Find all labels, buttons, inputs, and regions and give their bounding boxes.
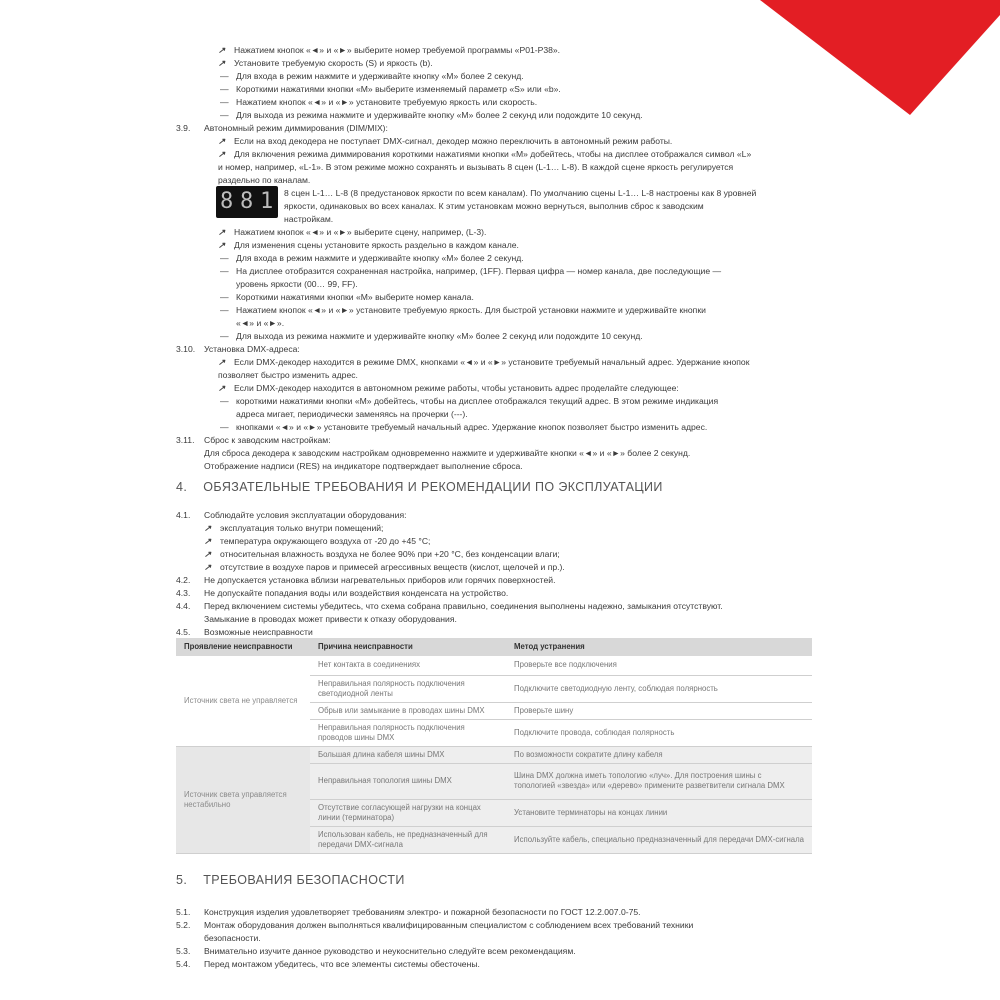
bullet-arrow-icon: ↗ xyxy=(218,227,226,237)
text-line: Установка DMX-адреса: xyxy=(204,344,300,354)
cause-cell: Неправильная полярность подключения светодиодной ленты xyxy=(310,675,506,702)
text-line: 8 сцен L-1… L-8 (8 предустановок яркости по всем каналам). По умолчанию сцены L-1… L-8 настроены как 8 уровней xyxy=(284,188,757,198)
text-line: Внимательно изучите данное руководство и неукоснительно следуйте всем рекомендациям. xyxy=(204,946,576,956)
clause-number: 5.2. xyxy=(176,920,191,930)
bullet-arrow-icon: ↗ xyxy=(218,383,226,393)
remedy-cell: Установите терминаторы на концах линии xyxy=(506,799,812,826)
bullet-arrow-icon: ↗ xyxy=(204,523,212,533)
text-line: Если на вход декодера не поступает DMX-сигнал, декодер можно переключить в автономный режим работы. xyxy=(234,136,673,146)
text-line: Замыкание в проводах может привести к отказу оборудования. xyxy=(204,614,457,624)
text-line: Монтаж оборудования должен выполняться квалифицированным специалистом с соблюдением всех требований техники xyxy=(204,920,694,930)
text-line: относительная влажность воздуха не более 90% при +20 °C, без конденсации влаги; xyxy=(220,549,560,559)
text-line: Нажатием кнопок «◄» и «►» выберите номер требуемой программы «P01-P38». xyxy=(234,45,561,55)
display-digit: 8 xyxy=(240,189,254,214)
remedy-cell: Шина DMX должна иметь топологию «луч». Для построения шины с топологией «звезда» или «дерево» примените разветвители сигнала DMX xyxy=(506,763,812,799)
display-digit: 8 xyxy=(220,189,234,214)
brand-logo: arlight xyxy=(762,50,810,67)
remedy-cell: Проверьте шину xyxy=(506,702,812,719)
bullet-arrow-icon: ↗ xyxy=(218,357,226,367)
clause-number: 3.11. xyxy=(176,435,195,445)
bullet-dash-icon: — xyxy=(220,422,229,432)
bullet-arrow-icon: ↗ xyxy=(218,240,226,250)
bullet-arrow-icon: ↗ xyxy=(218,149,226,159)
bullet-dash-icon: — xyxy=(220,84,229,94)
cause-cell: Неправильная полярность подключения проводов шины DMX xyxy=(310,719,506,746)
text-line: Для включения режима диммирования короткими нажатиями кнопки «М» добейтесь, чтобы на дисплее отображался символ «L» xyxy=(234,149,752,159)
text-line: уровень яркости (00… 99, FF). xyxy=(236,279,358,289)
text-line: Для изменения сцены установите яркость раздельно в каждом канале. xyxy=(234,240,519,250)
bullet-dash-icon: — xyxy=(220,305,229,315)
clause-number: 3.10. xyxy=(176,344,196,354)
cause-cell: Обрыв или замыкание в проводах шины DMX xyxy=(310,702,506,719)
text-line: Конструкция изделия удовлетворяет требованиям электро- и пожарной безопасности по ГОСТ 12.2.007.0-75. xyxy=(204,907,641,917)
table-row xyxy=(176,746,812,763)
section-4-heading xyxy=(176,481,663,494)
bullet-dash-icon: — xyxy=(220,292,229,302)
bullet-arrow-icon: ↗ xyxy=(204,549,212,559)
text-line: короткими нажатиями кнопки «М» добейтесь, чтобы на дисплее отображался текущий адрес. В этом режиме индикация xyxy=(236,396,719,406)
bullet-dash-icon: — xyxy=(220,110,229,120)
remedy-cell: Подключите светодиодную ленту, соблюдая полярность xyxy=(506,675,812,702)
bullet-dash-icon: — xyxy=(220,266,229,276)
clause-number: 5.4. xyxy=(176,959,191,969)
text-line: Для сброса декодера к заводским настройкам одновременно нажмите и удерживайте кнопки «◄» и «►» более 2 секунд. xyxy=(204,448,691,458)
symptom-cell: Источник света не управляется xyxy=(176,656,310,746)
arlight-swirl-icon xyxy=(756,24,782,48)
text-line: безопасности. xyxy=(204,933,261,943)
cause-cell: Нет контакта в соединениях xyxy=(310,656,506,675)
text-line: кнопками «◄» и «►» установите требуемый начальный адрес. Удержание кнопок позволяет быстро изменить адрес. xyxy=(236,422,708,432)
bullet-arrow-icon: ↗ xyxy=(204,536,212,546)
text-line: яркости, одинаковых во всех каналах. К этим установкам можно вернуться, выполнив сброс к заводским xyxy=(284,201,704,211)
table-header: Причина неисправности xyxy=(310,638,506,656)
clause-number: 5.3. xyxy=(176,946,191,956)
bullet-dash-icon: — xyxy=(220,331,229,341)
table-header: Метод устранения xyxy=(506,638,812,656)
text-line: отсутствие в воздухе паров и примесей агрессивных веществ (кислот, щелочей и пр.). xyxy=(220,562,565,572)
text-line: Если DMX-декодер находится в режиме DMX, кнопками «◄» и «►» установите требуемый начальный адрес. Удержание кнопок xyxy=(234,357,750,367)
clause-number: 4.4. xyxy=(176,601,191,611)
clause-number: 4.3. xyxy=(176,588,191,598)
text-line: Установите требуемую скорость (S) и яркость (b). xyxy=(234,58,433,68)
bullet-dash-icon: — xyxy=(220,97,229,107)
text-line: Короткими нажатиями кнопки «М» выберите номер канала. xyxy=(236,292,474,302)
section-number: 4. xyxy=(176,480,188,494)
bullet-arrow-icon: ↗ xyxy=(218,45,226,55)
bullet-dash-icon: — xyxy=(220,71,229,81)
text-line: Соблюдайте условия эксплуатации оборудования: xyxy=(204,510,407,520)
text-line: Перед включением системы убедитесь, что схема собрана правильно, соединения выполнены надежно, замыкания отсутствуют. xyxy=(204,601,723,611)
text-line: Автономный режим диммирования (DIM/MIX): xyxy=(204,123,388,133)
clause-number: 4.2. xyxy=(176,575,191,585)
section-number: 5. xyxy=(176,873,188,887)
text-line: «◄» и «►». xyxy=(236,318,285,328)
bullet-dash-icon: — xyxy=(220,396,229,406)
cause-cell: Использован кабель, не предназначенный для передачи DMX-сигнала xyxy=(310,826,506,853)
text-line: Короткими нажатиями кнопки «М» выберите изменяемый параметр «S» или «b». xyxy=(236,84,561,94)
text-line: Нажатием кнопок «◄» и «►» выберите сцену, например, (L-3). xyxy=(234,227,487,237)
bullet-arrow-icon: ↗ xyxy=(218,136,226,146)
text-line: Перед монтажом убедитесь, что все элементы системы обесточены. xyxy=(204,959,480,969)
cause-cell: Большая длина кабеля шины DMX xyxy=(310,746,506,763)
cause-cell: Отсутствие согласующей нагрузки на концах линии (терминатора) xyxy=(310,799,506,826)
bullet-dash-icon: — xyxy=(220,253,229,263)
text-line: позволяет быстро изменить адрес. xyxy=(218,370,358,380)
seven-segment-display xyxy=(216,186,278,218)
text-line: Если DMX-декодер находится в автономном режиме работы, чтобы установить адрес проделайте следующее: xyxy=(234,383,679,393)
symptom-cell: Источник света управляется нестабильно xyxy=(176,746,310,853)
clause-number: 5.1. xyxy=(176,907,191,917)
table-header-row xyxy=(176,638,812,656)
text-line: эксплуатация только внутри помещений; xyxy=(220,523,384,533)
troubleshooting-table xyxy=(176,638,812,854)
text-line: температура окружающего воздуха от -20 до +45 °C; xyxy=(220,536,431,546)
text-line: Не допускается установка вблизи нагревательных приборов или горячих поверхностей. xyxy=(204,575,556,585)
cause-cell: Неправильная топология шины DMX xyxy=(310,763,506,799)
text-line: и номер, например, «L-1». В этом режиме можно сохранять и вызывать 8 сцен (L-1… L-8). В каждой сцене яркость регулируется xyxy=(218,162,734,172)
clause-number: 3.9. xyxy=(176,123,191,133)
bullet-arrow-icon: ↗ xyxy=(204,562,212,572)
remedy-cell: По возможности сократите длину кабеля xyxy=(506,746,812,763)
bullet-arrow-icon: ↗ xyxy=(218,58,226,68)
section-5-heading xyxy=(176,874,405,887)
text-line: Отображение надписи (RES) на индикаторе подтверждает выполнение сброса. xyxy=(204,461,523,471)
section-title: ТРЕБОВАНИЯ БЕЗОПАСНОСТИ xyxy=(203,873,405,887)
text-line: Не допускайте попадания воды или воздействия конденсата на устройство. xyxy=(204,588,509,598)
text-line: раздельно по каналам. xyxy=(218,175,311,185)
text-line: Нажатием кнопок «◄» и «►» установите требуемую яркость. Для быстрой установки нажмите и удерживайте кнопки xyxy=(236,305,706,315)
text-line: Для входа в режим нажмите и удерживайте кнопку «М» более 2 секунд. xyxy=(236,253,524,263)
table-row xyxy=(176,656,812,675)
remedy-cell: Проверьте все подключения xyxy=(506,656,812,675)
clause-number: 4.1. xyxy=(176,510,191,520)
text-line: Сброс к заводским настройкам: xyxy=(204,435,331,445)
remedy-cell: Подключите провода, соблюдая полярность xyxy=(506,719,812,746)
clause-number: 4.5. xyxy=(176,627,191,637)
text-line: Для входа в режим нажмите и удерживайте кнопку «М» более 2 секунд. xyxy=(236,71,524,81)
text-line: Для выхода из режима нажмите и удерживайте кнопку «М» более 2 секунд или подождите 10 секунд. xyxy=(236,331,643,341)
table-header: Проявление неисправности xyxy=(176,638,310,656)
text-line: Возможные неисправности xyxy=(204,627,313,637)
text-line: На дисплее отобразится сохраненная настройка, например, (1FF). Первая цифра — номер канала, две последующие — xyxy=(236,266,722,276)
display-digit: 1 xyxy=(260,189,274,214)
remedy-cell: Используйте кабель, специально предназначенный для передачи DMX-сигнала xyxy=(506,826,812,853)
text-line: Нажатием кнопок «◄» и «►» установите требуемую яркость или скорость. xyxy=(236,97,538,107)
section-title: ОБЯЗАТЕЛЬНЫЕ ТРЕБОВАНИЯ И РЕКОМЕНДАЦИИ ПО ЭКСПЛУАТАЦИИ xyxy=(203,480,663,494)
text-line: Для выхода из режима нажмите и удерживайте кнопку «М» более 2 секунд или подождите 10 секунд. xyxy=(236,110,643,120)
text-line: адреса мигает, периодически заменяясь на прочерки (---). xyxy=(236,409,468,419)
text-line: настройкам. xyxy=(284,214,334,224)
